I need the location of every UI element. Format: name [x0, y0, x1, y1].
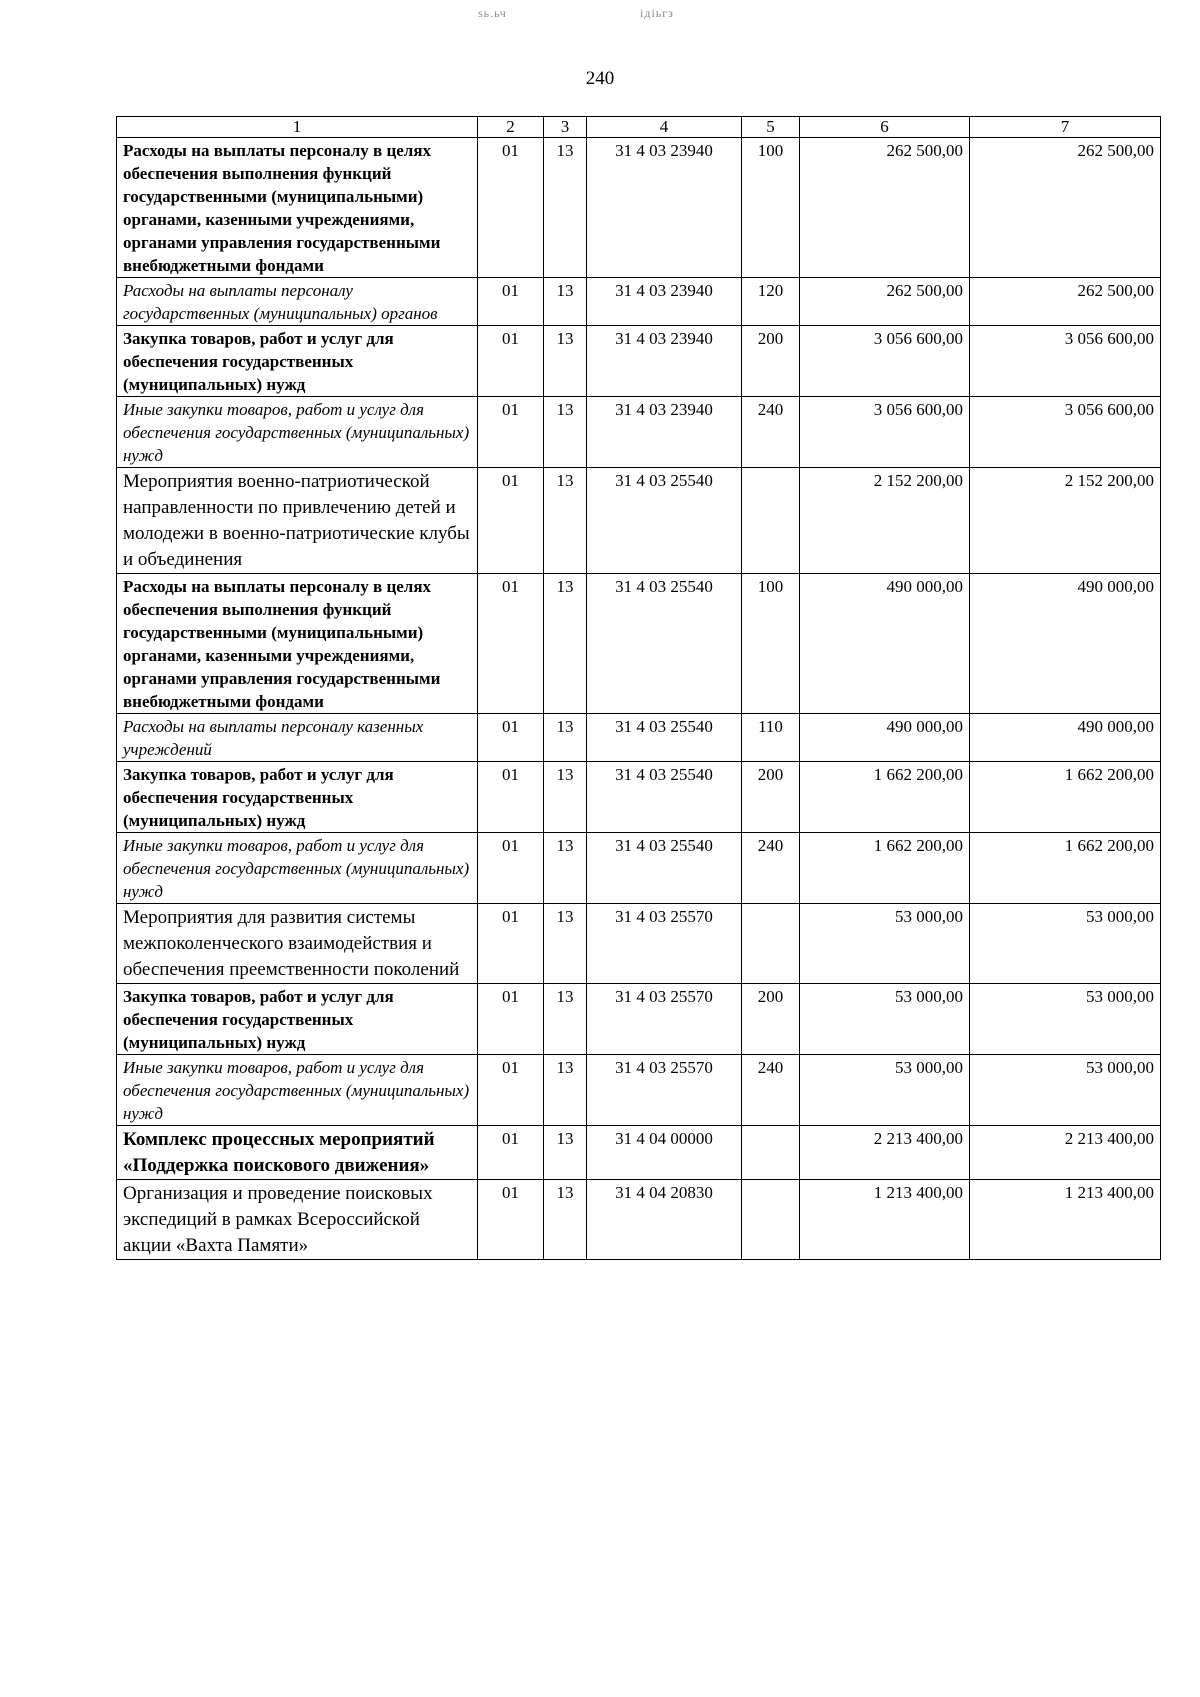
target-article-cell: 31 4 03 23940 — [587, 278, 742, 326]
amount-cell: 53 000,00 — [800, 1055, 970, 1126]
amount-cell: 2 152 200,00 — [970, 468, 1161, 574]
amount-cell: 53 000,00 — [970, 984, 1161, 1055]
amount-cell: 1 662 200,00 — [800, 833, 970, 904]
amount-cell: 1 662 200,00 — [970, 762, 1161, 833]
expense-name-cell: Закупка товаров, работ и услуг для обеспечения государственных (муниципальных) нужд — [117, 984, 478, 1055]
scan-mark: ідіьгз — [640, 6, 674, 20]
expense-type-cell: 240 — [742, 397, 800, 468]
table-row — [117, 278, 1161, 326]
section-code-cell: 01 — [478, 904, 544, 984]
table-header-row — [117, 117, 1161, 138]
amount-cell: 490 000,00 — [970, 574, 1161, 714]
table-row — [117, 468, 1161, 574]
amount-cell: 3 056 600,00 — [970, 397, 1161, 468]
section-code-cell: 01 — [478, 984, 544, 1055]
target-article-cell: 31 4 03 25540 — [587, 762, 742, 833]
target-article-cell: 31 4 03 23940 — [587, 397, 742, 468]
expense-name-cell: Расходы на выплаты персоналу государственных (муниципальных) органов — [117, 278, 478, 326]
amount-cell: 490 000,00 — [800, 714, 970, 762]
table-row — [117, 574, 1161, 714]
target-article-cell: 31 4 03 25570 — [587, 904, 742, 984]
subsection-code-cell: 13 — [544, 1126, 587, 1180]
subsection-code-cell: 13 — [544, 138, 587, 278]
section-code-cell: 01 — [478, 397, 544, 468]
subsection-code-cell: 13 — [544, 1055, 587, 1126]
subsection-code-cell: 13 — [544, 1180, 587, 1260]
amount-cell: 1 662 200,00 — [800, 762, 970, 833]
expense-name-cell: Организация и проведение поисковых экспедиций в рамках Всероссийской акции «Вахта Памяти» — [117, 1180, 478, 1260]
table-row — [117, 904, 1161, 984]
subsection-code-cell: 13 — [544, 397, 587, 468]
table-row — [117, 1180, 1161, 1260]
section-code-cell: 01 — [478, 138, 544, 278]
column-header: 4 — [587, 117, 742, 138]
amount-cell: 1 662 200,00 — [970, 833, 1161, 904]
expense-name-cell: Закупка товаров, работ и услуг для обеспечения государственных (муниципальных) нужд — [117, 326, 478, 397]
expense-name-cell: Расходы на выплаты персоналу в целях обеспечения выполнения функций государственными (муниципальными) органами, казенными учреждениями, органами управления государственными внебюджетными фондами — [117, 574, 478, 714]
subsection-code-cell: 13 — [544, 833, 587, 904]
section-code-cell: 01 — [478, 1180, 544, 1260]
amount-cell: 2 213 400,00 — [800, 1126, 970, 1180]
subsection-code-cell: 13 — [544, 574, 587, 714]
target-article-cell: 31 4 03 25540 — [587, 468, 742, 574]
expense-name-cell: Расходы на выплаты персоналу казенных учреждений — [117, 714, 478, 762]
subsection-code-cell: 13 — [544, 468, 587, 574]
expense-type-cell: 120 — [742, 278, 800, 326]
section-code-cell: 01 — [478, 1126, 544, 1180]
expense-type-cell: 200 — [742, 984, 800, 1055]
column-header: 6 — [800, 117, 970, 138]
target-article-cell: 31 4 03 25540 — [587, 574, 742, 714]
amount-cell: 3 056 600,00 — [800, 397, 970, 468]
expense-name-cell: Иные закупки товаров, работ и услуг для обеспечения государственных (муниципальных) нужд — [117, 397, 478, 468]
section-code-cell: 01 — [478, 762, 544, 833]
scan-mark: ѕь.ьч — [478, 6, 507, 20]
column-header: 7 — [970, 117, 1161, 138]
target-article-cell: 31 4 03 25570 — [587, 1055, 742, 1126]
expense-name-cell: Мероприятия военно-патриотической направленности по привлечению детей и молодежи в военно-патриотические клубы и объединения — [117, 468, 478, 574]
subsection-code-cell: 13 — [544, 714, 587, 762]
expense-type-cell: 200 — [742, 762, 800, 833]
column-header: 3 — [544, 117, 587, 138]
amount-cell: 53 000,00 — [800, 904, 970, 984]
section-code-cell: 01 — [478, 326, 544, 397]
expense-type-cell — [742, 904, 800, 984]
subsection-code-cell: 13 — [544, 278, 587, 326]
target-article-cell: 31 4 03 25540 — [587, 833, 742, 904]
table-row — [117, 326, 1161, 397]
amount-cell: 490 000,00 — [800, 574, 970, 714]
expense-type-cell — [742, 1126, 800, 1180]
expense-type-cell: 100 — [742, 138, 800, 278]
column-header: 2 — [478, 117, 544, 138]
subsection-code-cell: 13 — [544, 904, 587, 984]
expense-name-cell: Закупка товаров, работ и услуг для обеспечения государственных (муниципальных) нужд — [117, 762, 478, 833]
amount-cell: 3 056 600,00 — [970, 326, 1161, 397]
expense-type-cell: 110 — [742, 714, 800, 762]
expense-type-cell — [742, 468, 800, 574]
target-article-cell: 31 4 03 25570 — [587, 984, 742, 1055]
expense-type-cell: 100 — [742, 574, 800, 714]
expense-name-cell: Иные закупки товаров, работ и услуг для обеспечения государственных (муниципальных) нужд — [117, 833, 478, 904]
amount-cell: 53 000,00 — [970, 904, 1161, 984]
amount-cell: 262 500,00 — [970, 278, 1161, 326]
subsection-code-cell: 13 — [544, 984, 587, 1055]
page-number: 240 — [585, 68, 615, 89]
amount-cell: 53 000,00 — [970, 1055, 1161, 1126]
column-header: 1 — [117, 117, 478, 138]
table-row — [117, 833, 1161, 904]
expense-type-cell: 240 — [742, 833, 800, 904]
column-header: 5 — [742, 117, 800, 138]
table-row — [117, 762, 1161, 833]
expense-type-cell: 240 — [742, 1055, 800, 1126]
target-article-cell: 31 4 03 23940 — [587, 138, 742, 278]
amount-cell: 262 500,00 — [800, 138, 970, 278]
section-code-cell: 01 — [478, 1055, 544, 1126]
expense-name-cell: Расходы на выплаты персоналу в целях обеспечения выполнения функций государственными (муниципальными) органами, казенными учреждениями, органами управления государственными внебюджетными фондами — [117, 138, 478, 278]
section-code-cell: 01 — [478, 833, 544, 904]
subsection-code-cell: 13 — [544, 326, 587, 397]
section-code-cell: 01 — [478, 574, 544, 714]
amount-cell: 53 000,00 — [800, 984, 970, 1055]
table-row — [117, 1055, 1161, 1126]
target-article-cell: 31 4 03 23940 — [587, 326, 742, 397]
budget-table — [116, 116, 1161, 1260]
expense-name-cell: Мероприятия для развития системы межпоколенческого взаимодействия и обеспечения преемственности поколений — [117, 904, 478, 984]
table-row — [117, 714, 1161, 762]
amount-cell: 2 152 200,00 — [800, 468, 970, 574]
expense-type-cell — [742, 1180, 800, 1260]
amount-cell: 1 213 400,00 — [800, 1180, 970, 1260]
table-row — [117, 138, 1161, 278]
expense-name-cell: Комплекс процессных мероприятий «Поддержка поискового движения» — [117, 1126, 478, 1180]
subsection-code-cell: 13 — [544, 762, 587, 833]
amount-cell: 3 056 600,00 — [800, 326, 970, 397]
section-code-cell: 01 — [478, 278, 544, 326]
amount-cell: 490 000,00 — [970, 714, 1161, 762]
expense-name-cell: Иные закупки товаров, работ и услуг для обеспечения государственных (муниципальных) нужд — [117, 1055, 478, 1126]
table-row — [117, 397, 1161, 468]
table-row — [117, 984, 1161, 1055]
target-article-cell: 31 4 03 25540 — [587, 714, 742, 762]
amount-cell: 262 500,00 — [970, 138, 1161, 278]
target-article-cell: 31 4 04 00000 — [587, 1126, 742, 1180]
table-row — [117, 1126, 1161, 1180]
target-article-cell: 31 4 04 20830 — [587, 1180, 742, 1260]
amount-cell: 1 213 400,00 — [970, 1180, 1161, 1260]
section-code-cell: 01 — [478, 468, 544, 574]
expense-type-cell: 200 — [742, 326, 800, 397]
section-code-cell: 01 — [478, 714, 544, 762]
amount-cell: 2 213 400,00 — [970, 1126, 1161, 1180]
amount-cell: 262 500,00 — [800, 278, 970, 326]
